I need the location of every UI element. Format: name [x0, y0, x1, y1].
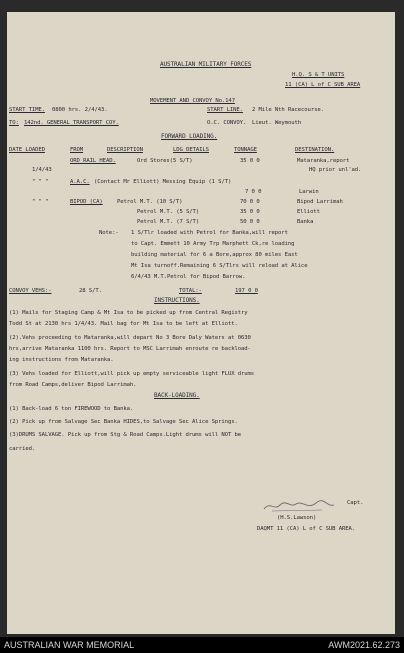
- archive-footer: [0, 637, 404, 653]
- back-loading-line: (3)DRUMS SALVAGE. Pick up from Stg & Road Camps.Light drums will NOT be: [9, 432, 242, 438]
- to-value: 142nd. GENERAL TRANSPORT COY.: [24, 120, 119, 126]
- back-loading-line: carried.: [9, 446, 36, 452]
- signatory-rank: Capt.: [347, 500, 364, 506]
- row-tonnage: 70 0 0: [240, 199, 260, 205]
- row-tonnage: 35 0 0: [240, 158, 260, 164]
- row-tonnage: 50 0 0: [240, 219, 260, 225]
- instruction-line: (2).Vehs proceeding to Mataranka,will depart No 3 Bore Daly Waters at 0630: [9, 335, 251, 341]
- note-line: 1 S/Tlr loaded with Petrol for Banka,will report: [131, 230, 288, 236]
- row-destination: Bipod Larrimah: [297, 199, 343, 205]
- start-line-label: START LINE.: [207, 107, 243, 113]
- start-time-label: START TIME.: [9, 107, 45, 113]
- row-description: Ord Stores(5 S/T): [137, 158, 193, 164]
- instructions-heading: INSTRUCTIONS.: [154, 297, 200, 304]
- row-from: BIPOD (CA): [70, 199, 103, 205]
- row-from: ORD RAIL HEAD.: [70, 158, 116, 164]
- instruction-line: ing instructions from Mataranka.: [9, 357, 114, 363]
- note-line: to Capt. Emmett 10 Army Trp Marphett Ck,re loading: [131, 241, 295, 247]
- handwritten-signature: [262, 499, 337, 513]
- col-from: FROM: [70, 147, 84, 153]
- col-tonnage: TONNAGE: [234, 147, 257, 153]
- note-label: Note:-: [99, 230, 119, 236]
- instruction-line: from Road Camps,deliver Bipod Larrimah.: [9, 382, 137, 388]
- col-description: DESCRIPTION: [107, 147, 143, 153]
- row-tonnage: 35 0 0: [240, 209, 260, 215]
- forward-loading-heading: FORWARD LOADING.: [161, 133, 218, 140]
- org-heading: AUSTRALIAN MILITARY FORCES: [160, 61, 252, 68]
- back-loading-line: (2) Pick up from Salvage Sec Banka HIDES,to Salvage Sec Alice Springs.: [9, 419, 238, 425]
- row-destination: Mataranka,report: [297, 158, 350, 164]
- convoy-vehs-label: CONVOY VEHS:-: [9, 288, 52, 294]
- row-tonnage: 7 0 0: [245, 189, 262, 195]
- col-ldg-details: LDG DETAILS: [173, 147, 209, 153]
- convoy-vehs-value: 28 S/T.: [79, 288, 102, 294]
- instruction-line: (1) Mails for Staging Camp & Mt Isa to be picked up from Central Registry: [9, 310, 248, 316]
- signatory-unit: DAQMT 11 (CA) L of C SUB AREA.: [257, 526, 356, 532]
- oc-label: O.C. CONVOY.: [207, 120, 247, 126]
- unit-heading: H.Q. S & T UNITS: [292, 72, 345, 78]
- note-line: building material for 6 a Bore,approx 80 miles East: [131, 252, 298, 258]
- row-destination: Banka: [297, 219, 314, 225]
- note-line: 6/4/43 M.T.Petrol for Bipod Barrow.: [131, 274, 246, 280]
- row-description: Petrol M.T. (10 S/T): [117, 199, 183, 205]
- instruction-line: (3) Vehs loaded for Elliott,will pick up empty serviceable light FLUX drums: [9, 371, 255, 377]
- row-destination: Larwin: [299, 189, 319, 195]
- archive-id: AWM2021.62.273: [328, 640, 400, 650]
- signatory-name: (H.S.Lawson): [277, 515, 317, 521]
- row-date: " " ": [32, 199, 49, 205]
- row-date: " " ": [32, 179, 49, 185]
- oc-value: Lieut. Weymouth: [252, 120, 302, 126]
- row-description: (Contact Mr Elliott) Messing Equip (1 S/T): [94, 179, 232, 185]
- row-date: 1/4/43: [32, 167, 52, 173]
- document-title: MOVEMENT AND CONVOY No.147: [150, 98, 235, 104]
- col-destination: DESTINATION.: [295, 147, 335, 153]
- row-destination: Elliott: [297, 209, 320, 215]
- instruction-line: Todd St at 2130 hrs 1/4/43. Mail bag for Mt Isa to be left at Elliott.: [9, 321, 238, 327]
- back-loading-heading: BACK-LOADING.: [154, 392, 200, 399]
- start-time-value: 0800 hrs. 2/4/43.: [52, 107, 108, 113]
- archive-name: AUSTRALIAN WAR MEMORIAL: [4, 640, 135, 650]
- row-description: Petrol M.T. (5 S/T): [137, 209, 200, 215]
- document-page: [7, 12, 395, 634]
- total-value: 197 0 0: [235, 288, 258, 294]
- back-loading-line: (1) Back-load 6 ton FIREWOOD to Banka.: [9, 406, 134, 412]
- row-description: Petrol M.T. (7 S/T): [137, 219, 200, 225]
- total-label: TOTAL:-: [179, 288, 202, 294]
- to-label: TO:: [9, 120, 19, 126]
- start-line-value: 2 Mile Nth Racecourse.: [252, 107, 324, 113]
- note-line: Mt Isa turnoff.Remaining 6 S/Tlrs will reload at Alice: [131, 263, 308, 269]
- row-from: A.A.C.: [70, 179, 90, 185]
- row-destination: HQ prior unl'ad.: [309, 167, 362, 173]
- sub-area-heading: 11 (CA) L of C SUB AREA: [285, 82, 361, 88]
- col-date-loaded: DATE LOADED: [9, 147, 45, 153]
- instruction-line: hrs,arrive Mataranka 1100 hrs. Report to MSC Larrimah enroute re backload-: [9, 346, 251, 352]
